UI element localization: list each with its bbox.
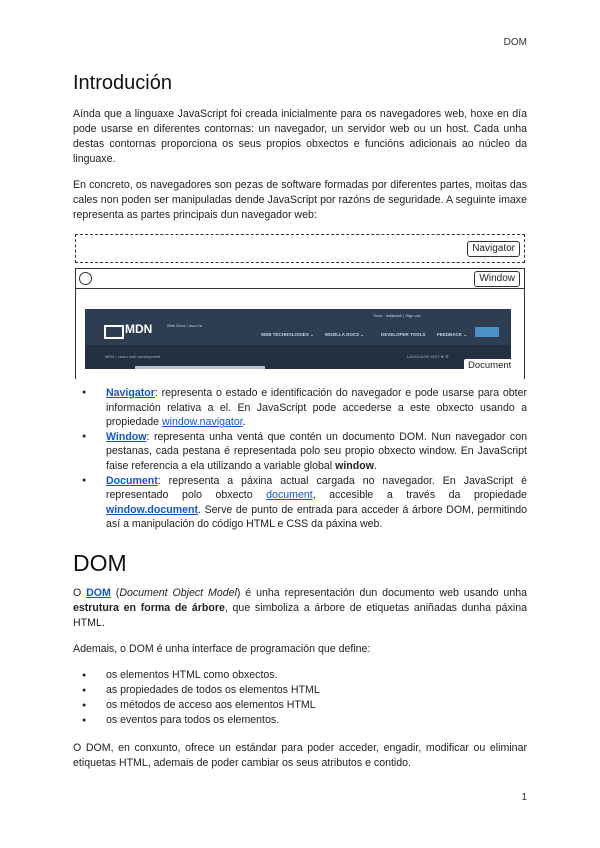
mdn-screenshot xyxy=(85,309,511,369)
mdn-title-strip xyxy=(135,366,265,369)
browser-parts-figure xyxy=(73,234,527,374)
list-item xyxy=(106,386,527,430)
italic-text: Document Object Model xyxy=(119,586,237,599)
bullet-text: : representa a páxina actual cargada no navegador. En JavaScript é representado polo obxecto xyxy=(106,474,527,502)
bullet-bold-text: window xyxy=(335,459,374,472)
text-span: O xyxy=(73,586,87,599)
list-item: ● os métodos de acceso aos elementos HTML xyxy=(106,698,527,713)
mdn-menu-item: WEB TECHNOLOGIES ⌄ xyxy=(261,332,314,337)
dom-link[interactable]: DOM xyxy=(86,586,111,599)
list-item: ● os elementos HTML como obxectos. xyxy=(106,668,527,683)
bullet-text: : representa o estado e identificación do navegador e pode usarse para obter información relativa a el. En JavaScript pode accederse a este obxecto usando a propiedade xyxy=(106,387,527,429)
window-navigator-link[interactable]: window.navigator xyxy=(161,416,243,429)
mdn-breadcrumb: MDN › Learn web development xyxy=(105,354,161,359)
bullet-text: . xyxy=(373,459,377,472)
bullet-text: . Serve de punto de entrada para acceder á árbore DOM, permitindo así a manipulación do código HTML e CSS da páxina web. xyxy=(106,503,527,531)
navigator-box xyxy=(75,234,525,263)
list-item xyxy=(106,430,527,474)
running-header: DOM xyxy=(503,37,527,48)
document-link[interactable]: Document xyxy=(106,474,158,487)
mdn-menu-item: FEEDBACK ⌄ xyxy=(437,332,468,337)
mdn-menu-item: MOZILLA DOCS ⌄ xyxy=(325,332,365,337)
bullet-text: . xyxy=(242,416,246,429)
bullet-text: : representa unha ventá que contén un documento DOM. Nun navegador con pestanas, cada pestana é representada polo seu propio obxecto window. En JavaScript faise referencia a ela utilizando a variable global xyxy=(106,430,527,472)
mdn-logo-icon xyxy=(104,325,124,339)
browser-parts-list xyxy=(73,386,527,532)
mdn-top-links: Tools · dslaksisk | Sign out xyxy=(373,313,421,318)
document-object-link[interactable]: document xyxy=(266,489,313,502)
dom-paragraph-3: O DOM, en conxunto, ofrece un estándar para poder acceder, engadir, modificar ou eliminar etiquetas HTML, ademais de poder cambiar os seus atributos e contido. xyxy=(73,741,527,769)
list-item: ● as propiedades de todos os elementos HTML xyxy=(106,683,527,698)
section-heading-intro: Introdución xyxy=(73,72,172,94)
mdn-header xyxy=(85,309,511,345)
mdn-logo: MDN xyxy=(125,322,153,336)
intro-paragraph-1: Aínda que a linguaxe JavaScript foi creada inicialmente para os navegadores web, hoxe en día pode usarse en diferentes contornas: un navegador, un servidor web ou un host. Cada unha destas contornas proporciona os seus propios obxectos e funcións adicionais ao núcleo da linguaxe. xyxy=(73,108,527,165)
list-item xyxy=(106,474,527,532)
section-heading-dom: DOM xyxy=(73,549,127,576)
intro-paragraph-2: En concreto, os navegadores son pezas de software formadas por diferentes partes, moitas das cales non poden ser manipuladas dende JavaScript por razóns de seguridade. A seguinte imaxe representa as partes principais dun navegador web: xyxy=(73,179,527,221)
window-link[interactable]: Window xyxy=(106,430,147,443)
window-circle-icon xyxy=(79,272,92,285)
bold-text: estrutura en forma de árbore xyxy=(73,601,225,614)
mdn-menu-item: DEVELOPER TOOLS xyxy=(381,332,426,337)
window-title-bar xyxy=(76,269,524,289)
navigator-label: Navigator xyxy=(467,241,520,257)
window-document-link[interactable]: window.document xyxy=(106,503,199,516)
dom-paragraph-2: Ademais, o DOM é unha interface de programación que define: xyxy=(73,642,371,655)
mdn-page-tools: LANGUAGE EDIT ★ ⚙ xyxy=(407,354,449,359)
window-box xyxy=(75,268,525,379)
mdn-logo-subtitle: Web Docs / moz://a xyxy=(167,323,202,328)
text-span: ) é unha representación dun documento web usando unha xyxy=(236,586,528,599)
dom-paragraph-1 xyxy=(73,586,527,631)
page-number: 1 xyxy=(521,792,527,803)
window-label: Window xyxy=(474,271,520,287)
text-span: ( xyxy=(110,586,120,599)
dom-definition-list xyxy=(73,668,527,728)
mdn-search-icon xyxy=(475,327,499,337)
text-span: , que simboliza a árbore de etiquetas aniñadas dunha páxina HTML. xyxy=(73,601,528,629)
bullet-text: , accesible a través da propiedade xyxy=(312,489,527,502)
list-item: ● os eventos para todos os elementos. xyxy=(106,713,527,728)
document-label: Document xyxy=(463,358,511,369)
navigator-link[interactable]: Navigator xyxy=(106,387,155,399)
page-content xyxy=(73,72,527,782)
